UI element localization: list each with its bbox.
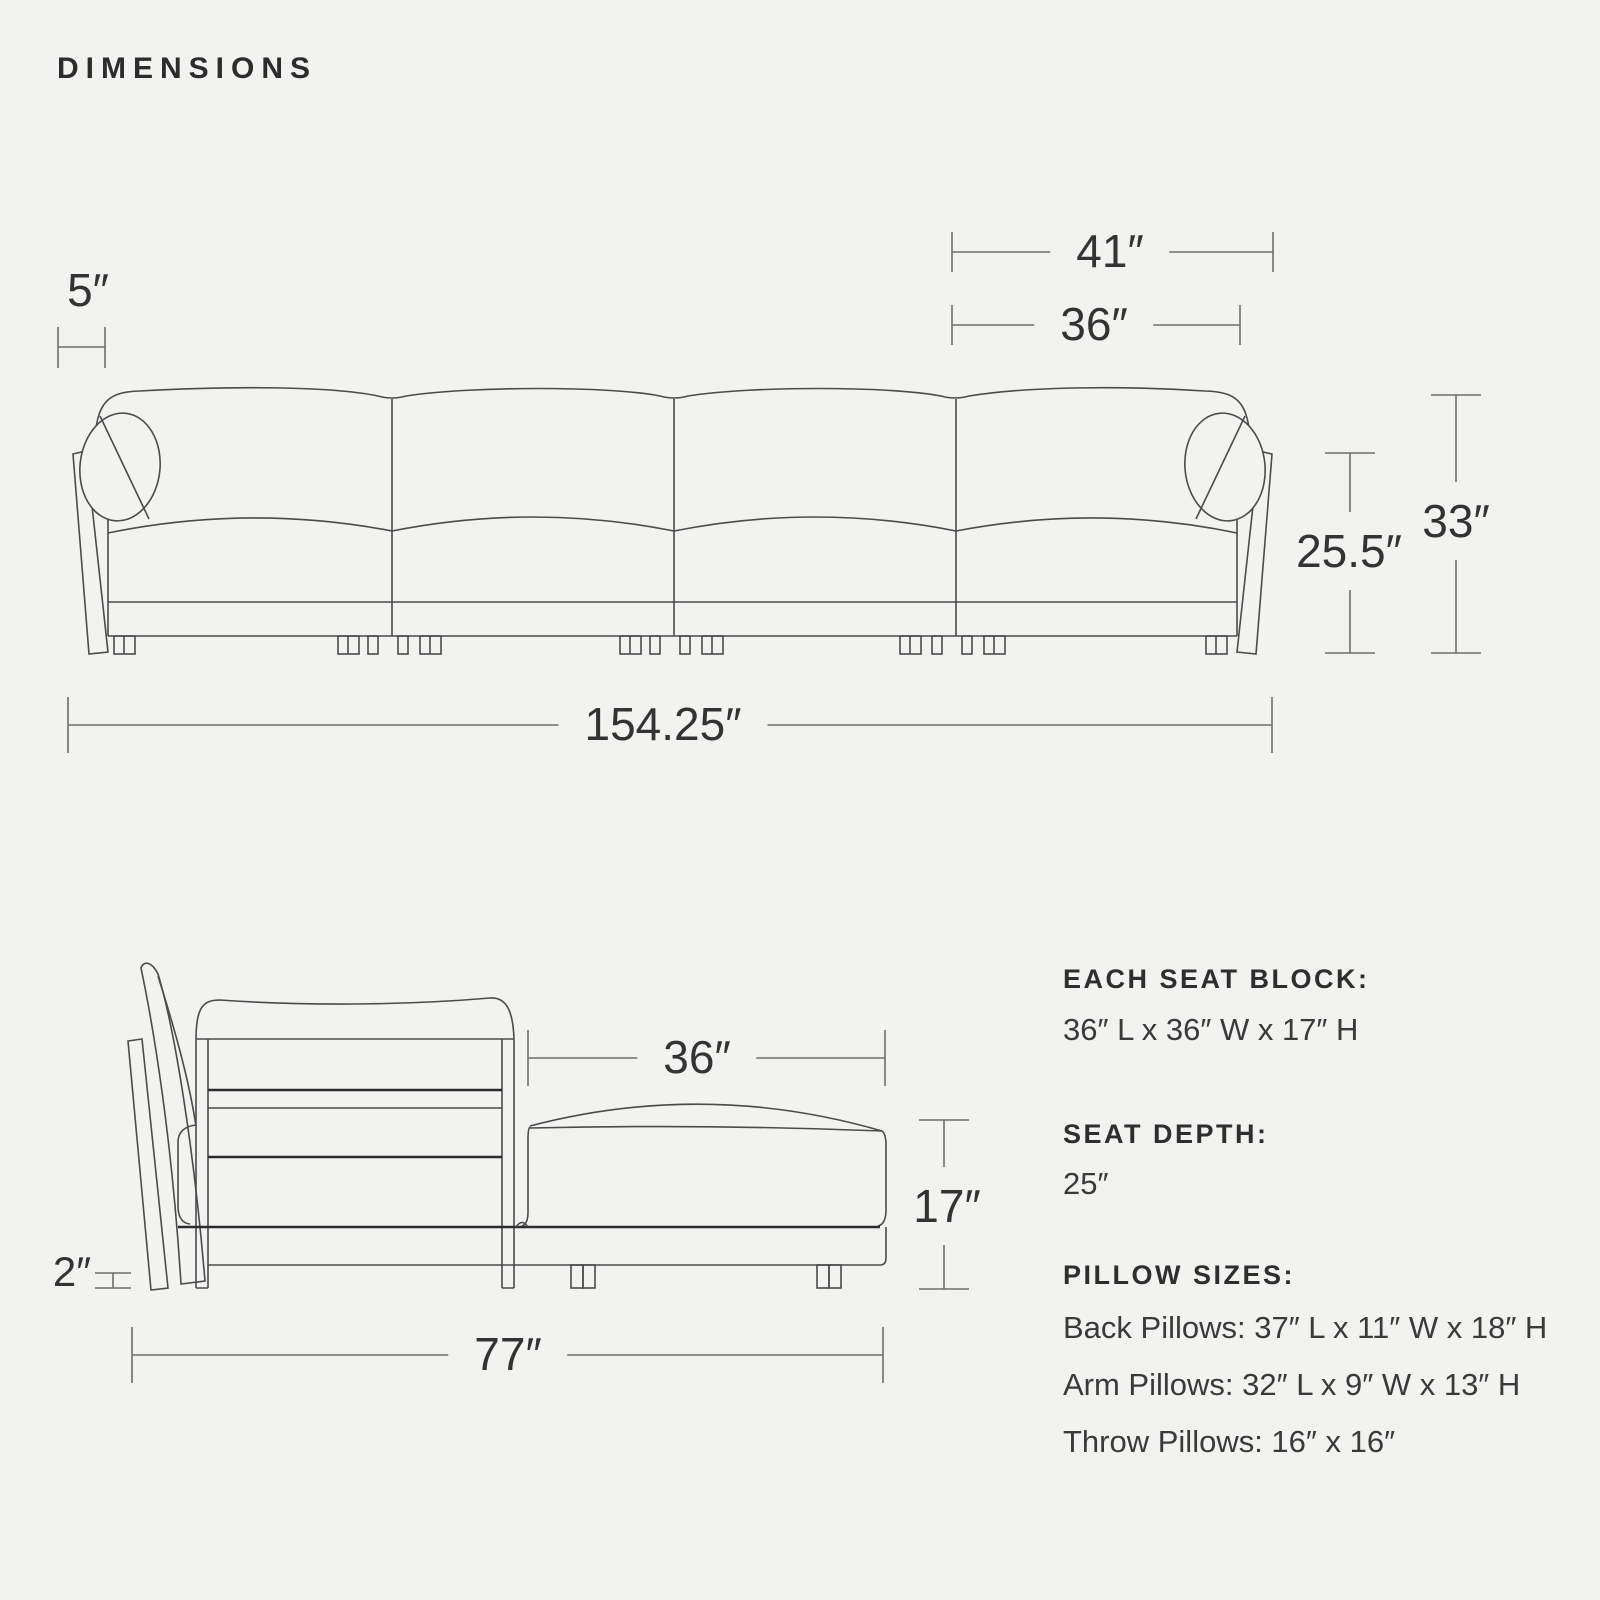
right-bolster-pillow — [1180, 409, 1271, 525]
spec-seat-depth-heading: SEAT DEPTH: — [1063, 1119, 1269, 1149]
side-legs — [571, 1265, 841, 1288]
spec-pillow-throw: Throw Pillows: 16″ x 16″ — [1063, 1424, 1396, 1459]
dim-seat-module: 36″ — [1034, 301, 1153, 347]
spec-seat-block-heading: EACH SEAT BLOCK: — [1063, 964, 1370, 994]
seat-cushions — [108, 517, 1237, 533]
dim-overall-width: 154.25″ — [559, 701, 768, 747]
spec-pillow-back: Back Pillows: 37″ L x 11″ W x 18″ H — [1063, 1310, 1548, 1345]
dim-line-leg-height — [95, 1273, 131, 1288]
spec-pillow-heading: PILLOW SIZES: — [1063, 1260, 1295, 1290]
side-back-panel — [128, 1039, 168, 1290]
page-title: DIMENSIONS — [57, 52, 318, 85]
dim-overall-height: 33″ — [1414, 482, 1497, 560]
side-seat-block — [178, 1104, 886, 1265]
side-view-drawing — [128, 963, 886, 1290]
dim-seat-back-height: 25.5″ — [1288, 512, 1410, 590]
spec-seat-block-value: 36″ L x 36″ W x 17″ H — [1063, 1012, 1359, 1047]
spec-seat-depth-value: 25″ — [1063, 1166, 1109, 1201]
dim-seat-block-height: 17″ — [905, 1167, 988, 1245]
dim-leg-height: 2″ — [52, 1248, 92, 1295]
dim-seat-block-depth: 36″ — [637, 1034, 756, 1080]
spec-pillow-arm: Arm Pillows: 32″ L x 9″ W x 13″ H — [1063, 1367, 1521, 1402]
back-cushions — [95, 388, 1250, 437]
left-bolster-pillow — [75, 409, 166, 525]
side-frame — [196, 1039, 514, 1288]
front-legs — [114, 636, 1227, 654]
front-view-dimension-lines — [58, 232, 1481, 753]
dim-seat-with-arm: 41″ — [1050, 228, 1169, 274]
dim-arm-width: 5″ — [67, 264, 109, 316]
dim-line-arm-width — [58, 327, 105, 368]
side-top-cushion — [196, 998, 514, 1039]
dim-overall-depth: 77″ — [448, 1331, 567, 1377]
front-view-drawing — [73, 388, 1272, 654]
